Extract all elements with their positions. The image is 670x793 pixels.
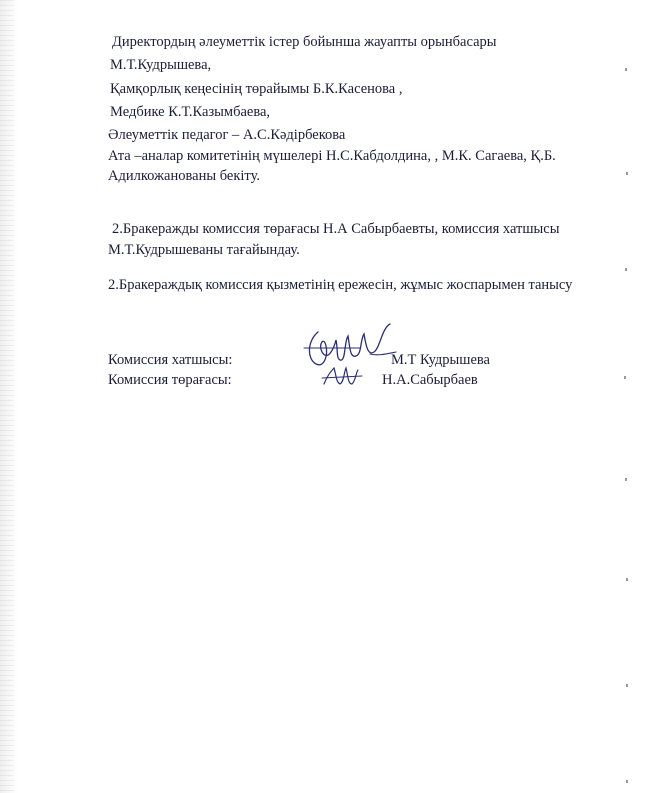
scan-mark xyxy=(625,68,627,71)
text-line-7: Адилкожанованы бекіту. xyxy=(108,168,260,184)
scan-mark xyxy=(625,478,627,481)
secretary-name: М.Т Кудрышева xyxy=(391,352,490,368)
text-line-3: Қамқорлық кеңесінің төрайымы Б.К.Касенова , xyxy=(110,81,403,97)
chair-name: Н.А.Сабырбаев xyxy=(382,372,478,388)
text-line-6: Ата –аналар комитетінің мүшелері Н.С.Кабдолдина, , М.К. Сагаева, Қ.Б. xyxy=(108,148,556,164)
text-line-1: Директордың әлеуметтік істер бойынша жауапты орынбасары xyxy=(112,34,497,50)
secretary-label: Комиссия хатшысы: xyxy=(108,352,233,368)
text-line-10: 2.Бракераждық комиссия қызметінің ережесін, жұмыс жоспарымен танысу xyxy=(108,277,573,293)
scan-mark xyxy=(626,780,628,783)
scan-edge-shadow xyxy=(0,0,14,793)
scan-mark xyxy=(624,376,626,379)
chair-signature xyxy=(318,362,368,392)
scan-mark xyxy=(626,578,628,581)
text-line-4: Медбике К.Т.Казымбаева, xyxy=(110,104,271,120)
text-line-8: 2.Бракеражды комиссия төрағасы Н.А Сабырбаевты, комиссия хатшысы xyxy=(112,221,560,237)
chair-label: Комиссия төрағасы: xyxy=(108,372,232,388)
scan-mark xyxy=(626,172,628,175)
text-line-5: Әлеуметтік педагог – А.С.Кәдірбекова xyxy=(108,127,346,143)
scan-mark xyxy=(626,684,628,687)
text-line-9: М.Т.Кудрышеваны тағайындау. xyxy=(108,242,300,258)
text-line-2: М.Т.Кудрышева, xyxy=(110,57,212,73)
scan-mark xyxy=(625,268,627,271)
